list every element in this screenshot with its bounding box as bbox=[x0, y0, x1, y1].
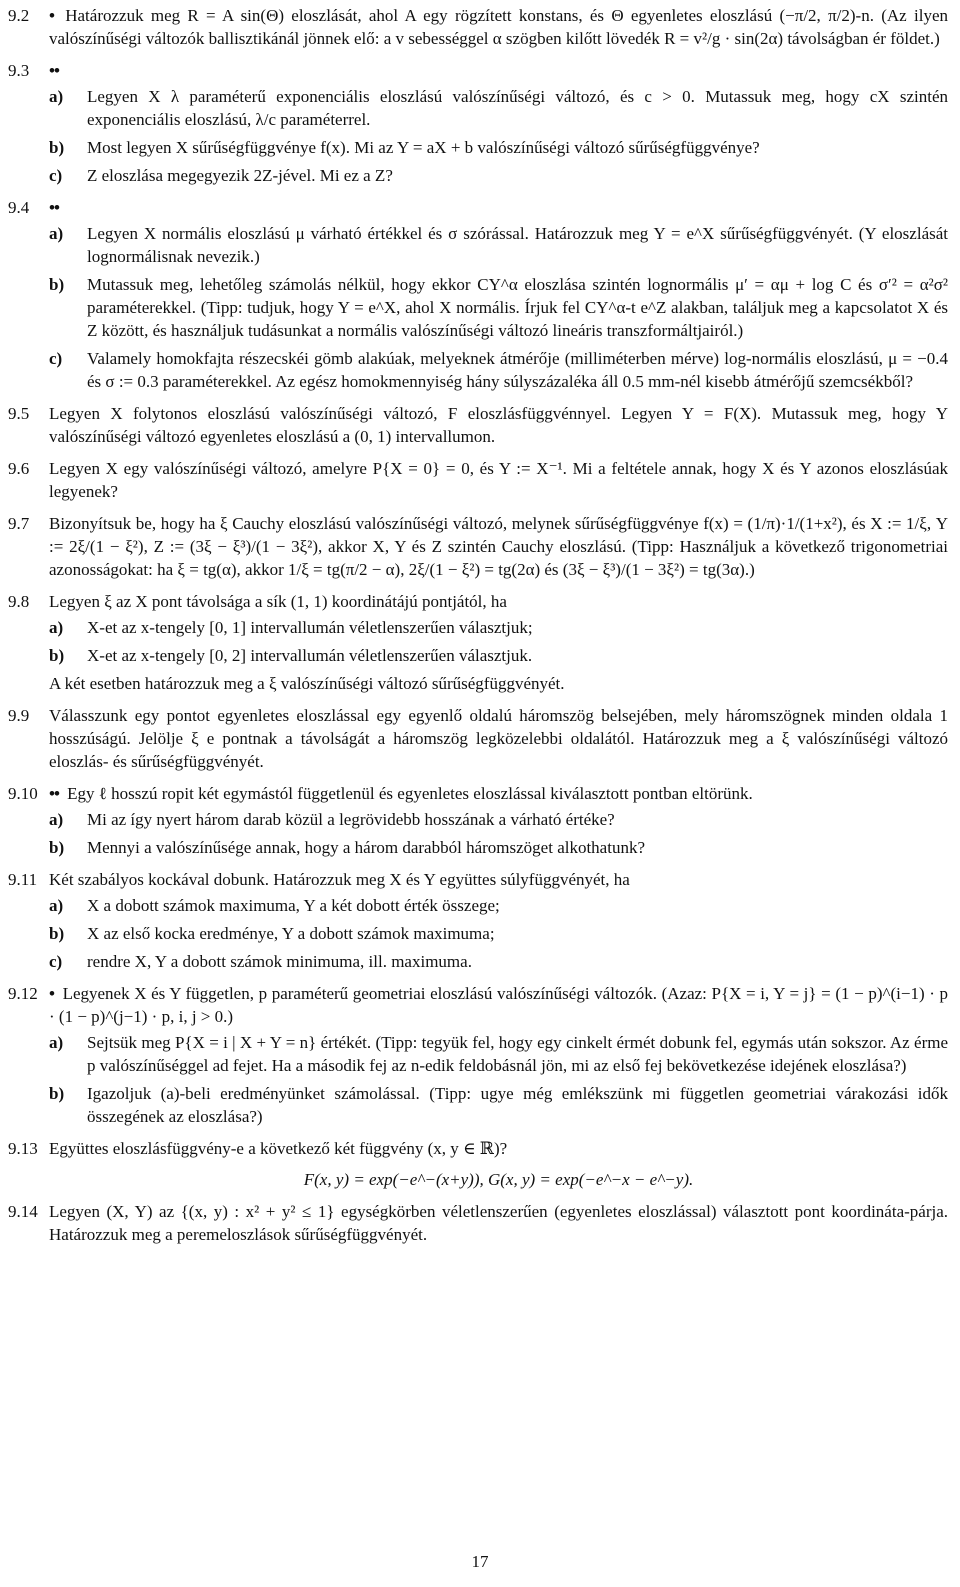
problem-text: Bizonyítsuk be, hogy ha ξ Cauchy eloszlású valószínűségi változó, melynek sűrűségfüggvénye f(x) = (1/π)·1/(1+x²), és X := 1/ξ, Y := 2ξ/(1 − ξ²), Z := (3ξ − ξ³)/(1 − 3ξ²), akkor X, Y és Z szintén Cauchy eloszlású. (Tipp: Használjuk a következő trigonometriai azonosságokat: ha ξ = tg(α), akkor 1/ξ = tg(π/2 − α), 2ξ/(1 − ξ²) = tg(2α) és (3ξ − ξ³)/(1 − 3ξ²) = tg(3α).) bbox=[49, 514, 948, 579]
subitem-label: a) bbox=[49, 1033, 64, 1052]
subitem bbox=[49, 136, 948, 159]
problem-text: Együttes eloszlásfüggvény-e a következő két függvény (x, y ∈ ℝ)? bbox=[49, 1139, 508, 1158]
subitem-label: c) bbox=[49, 349, 63, 368]
subitem bbox=[49, 347, 948, 393]
subitem-label: b) bbox=[49, 138, 65, 157]
subitem bbox=[49, 894, 948, 917]
subitem-text: rendre X, Y a dobott számok minimuma, ill. maximuma. bbox=[87, 952, 472, 971]
subitems-list bbox=[49, 616, 948, 667]
subitem-text: Legyen X λ paraméterű exponenciális eloszlású valószínűségi változó, és c > 0. Mutassuk meg, hogy cX szintén exponenciális eloszlású, λ/c paraméterrel. bbox=[87, 87, 948, 129]
subitem-text: X a dobott számok maximuma, Y a két dobott érték összege; bbox=[87, 896, 500, 915]
subitem-label: a) bbox=[49, 618, 64, 637]
subitem-label: c) bbox=[49, 952, 63, 971]
document-page bbox=[0, 4, 960, 1255]
subitem bbox=[49, 1031, 948, 1077]
problem-9-3 bbox=[0, 59, 960, 187]
difficulty-dots: • bbox=[49, 6, 54, 25]
difficulty-dots: •• bbox=[49, 784, 59, 803]
problem-9-8 bbox=[0, 590, 960, 695]
problem-text: Két szabályos kockával dobunk. Határozzuk meg X és Y együttes súlyfüggvényét, ha bbox=[49, 870, 630, 889]
problem-number: 9.8 bbox=[8, 592, 30, 611]
subitem-text: X-et az x-tengely [0, 2] intervallumán véletlenszerűen választjuk. bbox=[87, 646, 533, 665]
problem-9-12 bbox=[0, 982, 960, 1128]
subitem-label: a) bbox=[49, 896, 64, 915]
problem-9-4 bbox=[0, 196, 960, 393]
problem-text: Legyenek X és Y független, p paraméterű geometriai eloszlású valószínűségi változók. (Azaz: P{X = i, Y = j} = (1 − p)^(i−1) · p · (1 − p)^(j−1) · p, i, j > 0.) bbox=[49, 984, 949, 1026]
subitem-label: b) bbox=[49, 838, 65, 857]
problem-text: Egy ℓ hosszú ropit két egymástól függetlenül és egyenletes eloszlással kiválasztott pontban eltörünk. bbox=[67, 784, 753, 803]
subitem bbox=[49, 1082, 948, 1128]
display-equation: F(x, y) = exp(−e^−(x+y)), G(x, y) = exp(−e^−x − e^−y). bbox=[303, 1170, 694, 1189]
problem-number: 9.5 bbox=[8, 404, 30, 423]
difficulty-dots: •• bbox=[49, 61, 59, 80]
problem-text: Határozzuk meg R = A sin(Θ) eloszlását, ahol A egy rögzített konstans, és Θ egyenletes eloszlású (−π/2, π/2)-n. (Az ilyen valószínűségi változók ballisztikánál jönnek elő: a v sebességgel α szögben kilőtt lövedék R = v²/g · sin(2α) távolságban ér földet.) bbox=[49, 6, 948, 48]
subitem-text: Sejtsük meg P{X = i | X + Y = n} értékét. (Tipp: tegyük fel, hogy egy cinkelt érmét dobunk fel, egymás után sokszor. Az érme p valószínűséggel ad fejet. Ha a második fej az n-edik feldobásnál jön, mi az első fej bekövetkezése idejének eloszlása?) bbox=[87, 1033, 948, 1075]
subitem bbox=[49, 273, 948, 342]
problem-closing-text: A két esetben határozzuk meg a ξ valószínűségi változó sűrűségfüggvényét. bbox=[49, 674, 565, 693]
subitem-label: a) bbox=[49, 224, 64, 243]
subitem-text: Mennyi a valószínűsége annak, hogy a három darabból háromszöget alkothatunk? bbox=[87, 838, 645, 857]
page-number: 17 bbox=[471, 1552, 489, 1571]
subitem-label: a) bbox=[49, 810, 64, 829]
problem-9-9 bbox=[0, 704, 960, 773]
problem-text: Legyen X egy valószínűségi változó, amelyre P{X = 0} = 0, és Y := X⁻¹. Mi a feltétele annak, hogy X és Y azonos eloszlásúak legyenek? bbox=[49, 459, 948, 501]
subitems-list bbox=[49, 808, 948, 859]
subitem-label: c) bbox=[49, 166, 63, 185]
subitem-text: X-et az x-tengely [0, 1] intervallumán véletlenszerűen választjuk; bbox=[87, 618, 533, 637]
problem-9-2 bbox=[0, 4, 960, 50]
subitem bbox=[49, 85, 948, 131]
subitem bbox=[49, 164, 948, 187]
subitem-label: b) bbox=[49, 924, 65, 943]
problem-number: 9.7 bbox=[8, 514, 30, 533]
problem-number: 9.4 bbox=[8, 198, 30, 217]
problem-number: 9.14 bbox=[8, 1202, 38, 1221]
subitems-list bbox=[49, 1031, 948, 1128]
problem-number: 9.9 bbox=[8, 706, 30, 725]
subitem-label: b) bbox=[49, 275, 65, 294]
problem-9-11 bbox=[0, 868, 960, 973]
problem-9-6 bbox=[0, 457, 960, 503]
subitem bbox=[49, 644, 948, 667]
problem-9-13 bbox=[0, 1137, 960, 1191]
problem-9-7 bbox=[0, 512, 960, 581]
subitem-label: b) bbox=[49, 1084, 65, 1103]
problem-number: 9.2 bbox=[8, 6, 30, 25]
problem-number: 9.3 bbox=[8, 61, 30, 80]
problem-number: 9.12 bbox=[8, 984, 38, 1003]
subitem bbox=[49, 836, 948, 859]
difficulty-dots: • bbox=[49, 984, 54, 1003]
problem-number: 9.6 bbox=[8, 459, 30, 478]
subitems-list bbox=[49, 222, 948, 393]
subitem-text: Most legyen X sűrűségfüggvénye f(x). Mi az Y = aX + b valószínűségi változó sűrűségfüggvénye? bbox=[87, 138, 760, 157]
subitem bbox=[49, 950, 948, 973]
problem-text: Legyen ξ az X pont távolsága a sík (1, 1) koordinátájú pontjától, ha bbox=[49, 592, 507, 611]
subitem bbox=[49, 808, 948, 831]
subitems-list bbox=[49, 85, 948, 187]
subitem bbox=[49, 922, 948, 945]
subitem-text: Z eloszlása megegyezik 2Z-jével. Mi ez a Z? bbox=[87, 166, 393, 185]
subitem-text: X az első kocka eredménye, Y a dobott számok maximuma; bbox=[87, 924, 495, 943]
difficulty-dots: •• bbox=[49, 198, 59, 217]
problem-number: 9.11 bbox=[8, 870, 38, 889]
problem-text: Válasszunk egy pontot egyenletes eloszlással egy egyenlő oldalú háromszög belsejében, mely háromszögnek minden oldala 1 hosszúságú. Jelölje ξ e pontnak a távolságát a háromszög legközelebbi oldalától. Határozzuk meg a ξ valószínűségi változó eloszlás- és sűrűségfüggvényét. bbox=[49, 706, 948, 771]
subitem-text: Legyen X normális eloszlású μ várható értékkel és σ szórással. Határozzuk meg Y = e^X sűrűségfüggvényét. (Y eloszlását lognormálisnak nevezik.) bbox=[87, 224, 948, 266]
subitem-text: Igazoljuk (a)-beli eredményünket számolással. (Tipp: ugye még emlékszünk mi független geometriai várakozási idők összegének az eloszlása?) bbox=[87, 1084, 948, 1126]
problem-text: Legyen (X, Y) az {(x, y) : x² + y² ≤ 1} egységkörben véletlenszerűen (egyenletes eloszlással) választott pont koordináta-párja. Határozzuk meg a peremeloszlások sűrűségfüggvényét. bbox=[49, 1202, 948, 1244]
problem-9-5 bbox=[0, 402, 960, 448]
problem-text: Legyen X folytonos eloszlású valószínűségi változó, F eloszlásfüggvénnyel. Legyen Y = F(X). Mutassuk meg, hogy Y valószínűségi változó egyenletes eloszlású a (0, 1) intervallumon. bbox=[49, 404, 948, 446]
subitem bbox=[49, 616, 948, 639]
problem-number: 9.13 bbox=[8, 1139, 38, 1158]
subitem-text: Mi az így nyert három darab közül a legrövidebb hosszának a várható értéke? bbox=[87, 810, 615, 829]
problem-number: 9.10 bbox=[8, 784, 38, 803]
subitem-label: a) bbox=[49, 87, 64, 106]
subitems-list bbox=[49, 894, 948, 973]
subitem-text: Valamely homokfajta részecskéi gömb alakúak, melyeknek átmérője (milliméterben mérve) log-normális eloszlású, μ = −0.4 és σ := 0.3 paraméterekkel. Az egész homokmennyiség hány súlyszázaléka áll 0.5 mm-nél kisebb átmérőjű szemcsékből? bbox=[87, 349, 948, 391]
subitem bbox=[49, 222, 948, 268]
problem-9-10 bbox=[0, 782, 960, 859]
problem-9-14 bbox=[0, 1200, 960, 1246]
subitem-label: b) bbox=[49, 646, 65, 665]
subitem-text: Mutassuk meg, lehetőleg számolás nélkül, hogy ekkor CY^α eloszlása szintén lognormális μ′ = αμ + log C és σ′² = α²σ² paraméterekkel. (Tipp: tudjuk, hogy Y = e^X, ahol X normális. Írjuk fel CY^α-t e^Z alakban, találjuk meg a kapcsolatot X és Z között, és használjuk tudásunkat a normális valószínűségi változó lineáris transzformáltjairól.) bbox=[87, 275, 948, 340]
